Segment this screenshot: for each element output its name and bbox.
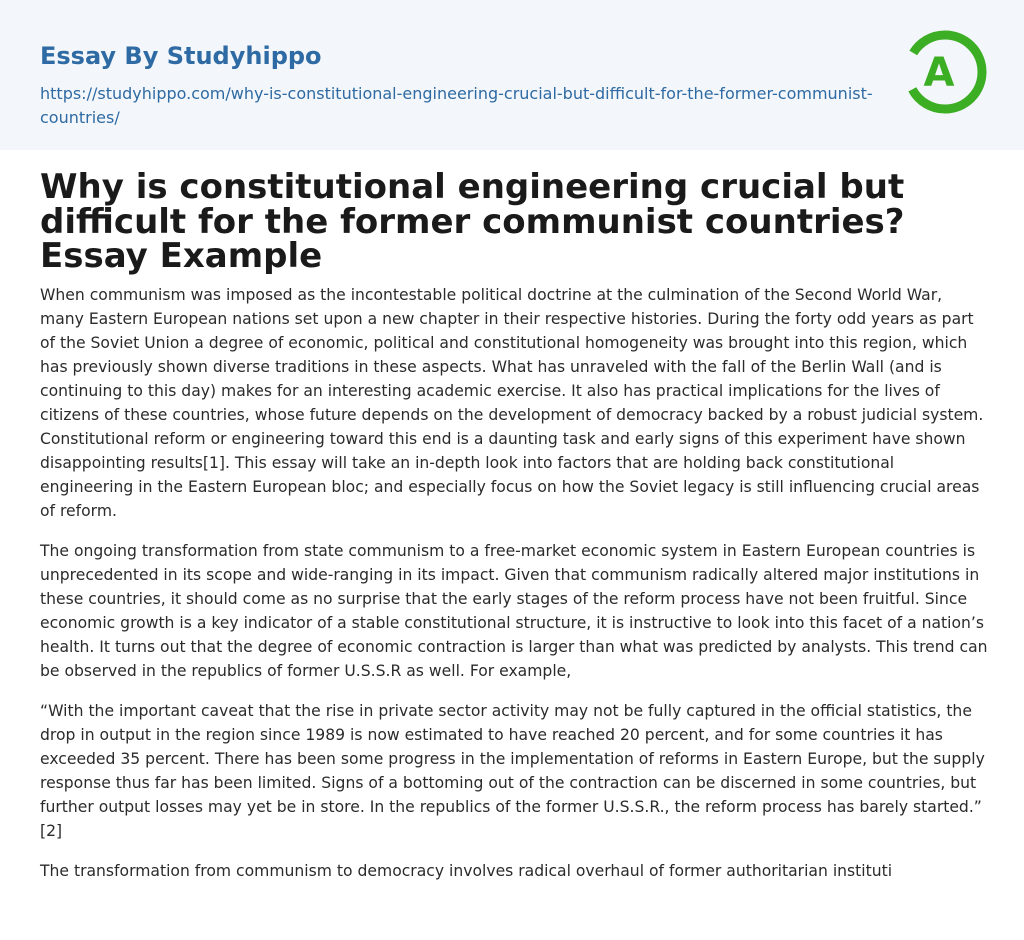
source-url-link[interactable]: https://studyhippo.com/why-is-constitutional-engineering-crucial-but-difficult-for-the-former-communist-countries/	[40, 84, 873, 127]
page-title: Why is constitutional engineering crucial but difficult for the former communist countries? Essay Example	[40, 167, 905, 276]
essay-paragraph-truncated: The transformation from communism to democracy involves radical overhaul of former authoritarian instituti	[40, 862, 893, 880]
essay-body	[40, 283, 990, 899]
studyhippo-logo-icon[interactable]	[900, 26, 990, 118]
essay-paragraph: The ongoing transformation from state communism to a free-market economic system in Eastern European countries is unprecedented in its scope and wide-ranging in its impact. Given that communism radically altered major institutions in these countries, it should come as no surprise that the early stages of the reform process have not been fruitful. Since economic growth is a key indicator of a stable constitutional structure, it is instructive to look into this facet of a nation’s health. It turns out that the degree of economic contraction is larger than what was predicted by analysts. This trend can be observed in the republics of former U.S.S.R as well. For example,	[40, 542, 988, 680]
site-brand[interactable]: Essay By Studyhippo	[40, 42, 322, 70]
essay-paragraph: When communism was imposed as the incontestable political doctrine at the culmination of the Second World War, many Eastern European nations set upon a new chapter in their respective histories. During the forty odd years as part of the Soviet Union a degree of economic, political and constitutional homogeneity was brought into this region, which has previously shown diverse traditions in these aspects. What has unraveled with the fall of the Berlin Wall (and is continuing to this day) makes for an interesting academic exercise. It also has practical implications for the lives of citizens of these countries, whose future depends on the development of democracy backed by a robust judicial system. Constitutional reform or engineering toward this end is a daunting task and early signs of this experiment have shown disappointing results[1]. This essay will take an in-depth look into factors that are holding back constitutional engineering in the Eastern European bloc; and especially focus on how the Soviet legacy is still influencing crucial areas of reform.	[40, 286, 984, 520]
essay-quote-paragraph: “With the important caveat that the rise in private sector activity may not be fully captured in the official statistics, the drop in output in the region since 1989 is now estimated to have reached 20 percent, and for some countries it has exceeded 35 percent. There has been some progress in the implementation of reforms in Eastern Europe, but the supply response thus far has been limited. Signs of a bottoming out of the contraction can be discerned in some countries, but further output losses may yet be in store. In the republics of the former U.S.S.R., the reform process has barely started.” [2]	[40, 702, 985, 840]
site-header	[0, 0, 1024, 150]
logo-letter: A	[923, 50, 955, 96]
